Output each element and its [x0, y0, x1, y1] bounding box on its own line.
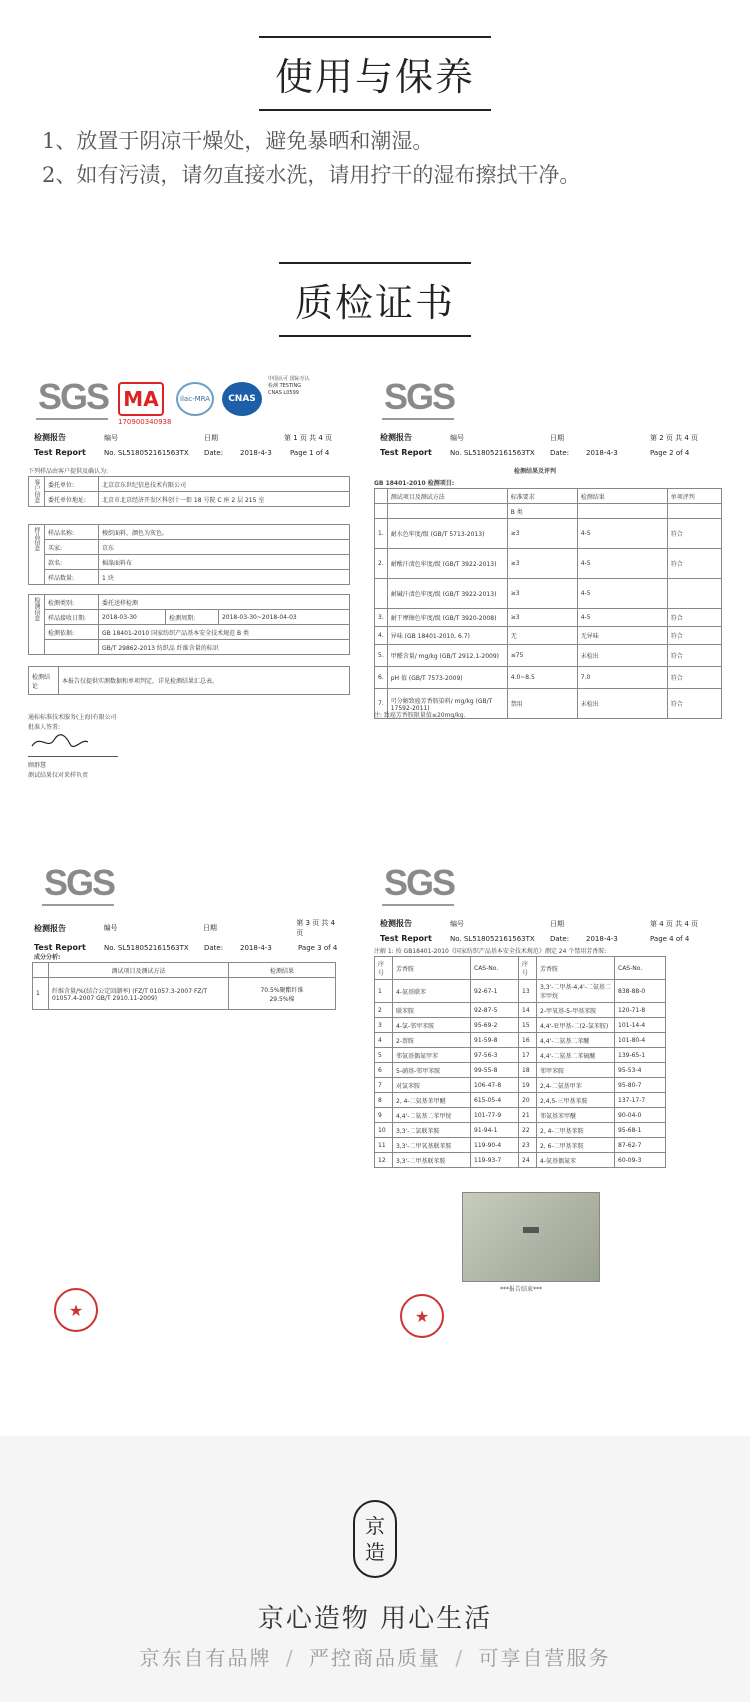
page-cn: 第 2 页 共 4 页 [650, 433, 699, 442]
report-page-1 [28, 360, 350, 780]
cell: 3,3'-二甲基联苯胺 [393, 1153, 471, 1168]
cell: 16 [519, 1033, 537, 1048]
report-cn: 检测报告 [34, 433, 66, 442]
cell: 11 [375, 1138, 393, 1153]
cell: 120-71-8 [615, 1003, 666, 1018]
cell: 139-65-1 [615, 1048, 666, 1063]
report-page-4 [374, 846, 722, 1366]
cell: 15 [519, 1018, 537, 1033]
report-no: No. SL518052161563TX [450, 448, 535, 457]
report-cn: 检测报告 [380, 433, 412, 442]
cell [45, 640, 99, 655]
cell: 5 [375, 1048, 393, 1063]
cell: 可分解致癌芳香胺染料/ mg/kg (GB/T 17592-2011) [387, 689, 507, 719]
cell: 禁用 [507, 689, 577, 719]
cell: 邻甲苯胺 [537, 1063, 615, 1078]
table-row [375, 1108, 666, 1123]
cell: 4,4'-二氨基二苯硫醚 [537, 1048, 615, 1063]
cell: 4-5 [577, 579, 667, 609]
cell: 1 [33, 978, 49, 1010]
cell: 测试项目及测试方法 [49, 963, 229, 978]
cell: 检测结果 [577, 489, 667, 504]
sgs-underline [382, 904, 454, 906]
report-page-3 [28, 846, 350, 1366]
cell: 3 [375, 1018, 393, 1033]
result-line: 29.5%棉 [269, 995, 295, 1003]
report-en: Test Report [380, 448, 432, 457]
cell [667, 579, 721, 609]
separator: / [455, 1646, 465, 1670]
cell: 符合 [667, 667, 721, 689]
date-label: 日期 [204, 433, 218, 442]
cell: 101-14-4 [615, 1018, 666, 1033]
table-row [375, 1063, 666, 1078]
ilac-badge-icon: ilac-MRA [176, 382, 214, 416]
ma-number: 170900340938 [118, 418, 172, 426]
cell: 4-氨基偶氮苯 [537, 1153, 615, 1168]
amine-list-note: 注解 1: 按 GB18401-2010《国家纺织产品基本安全技术规范》测定 24 个禁用芳香胺: [374, 948, 607, 955]
signature-line [28, 756, 118, 757]
cell: 9 [375, 1108, 393, 1123]
cell: 87-62-7 [615, 1138, 666, 1153]
fabric-sample-photo [462, 1192, 600, 1282]
report-header [34, 432, 344, 462]
cell: 7 [375, 1078, 393, 1093]
result-line: 70.5%聚酯纤维 [260, 986, 304, 994]
cell: 2-甲氧基-5-甲基苯胺 [537, 1003, 615, 1018]
cell: GB/T 29862-2013 纺织品 纤维含量的标识 [99, 640, 350, 655]
sgs-underline [42, 904, 114, 906]
cell: 91-59-8 [471, 1033, 519, 1048]
cell: 符合 [667, 549, 721, 579]
label-tag-icon [523, 1227, 539, 1233]
cell: 耐酸汗渍色牢度/级 (GB/T 3922-2013) [387, 549, 507, 579]
cell: 4-5 [577, 609, 667, 627]
cell [387, 504, 507, 519]
report-en: Test Report [34, 448, 86, 457]
report-no: No. SL518052161563TX [104, 448, 189, 457]
cell: 甲醛含量/ mg/kg (GB/T 2912.1-2009) [387, 645, 507, 667]
cell: 95-68-1 [615, 1123, 666, 1138]
cell: 4 [375, 1033, 393, 1048]
conclusion-label: 检测结论 [29, 667, 59, 695]
care-item: 2、如有污渍，请勿直接水洗，请用拧干的湿布擦拭干净。 [42, 163, 581, 187]
cell: 2018-03-30 [99, 610, 166, 625]
cell: 北京市北京经济开发区科创十一街 18 号院 C 座 2 层 215 室 [99, 492, 350, 507]
cell: 4.0~8.5 [507, 667, 577, 689]
cell: 单项评判 [667, 489, 721, 504]
page-cn: 第 3 页 共 4 页 [296, 919, 336, 937]
page-en: Page 4 of 4 [650, 934, 690, 943]
care-title: 使用与保养 [259, 36, 491, 111]
cell [375, 504, 388, 519]
result-note: 测试结果仅对来样负责 [28, 772, 89, 779]
cell: 22 [519, 1123, 537, 1138]
cell: 2. [375, 549, 388, 579]
cell: 10 [375, 1123, 393, 1138]
cell: 序号 [375, 957, 393, 980]
date-en: Date: [204, 448, 224, 457]
cell: 6 [375, 1063, 393, 1078]
cell: ≥3 [507, 519, 577, 549]
logo-char: 造 [365, 1540, 385, 1564]
test-section-label: 检测信息 [29, 595, 45, 655]
cell: CAS-No. [471, 957, 519, 980]
cell [375, 579, 388, 609]
accreditation-note: 中国认可 国际互认 检测 TESTING CNAS L0599 [268, 376, 310, 396]
cell: 委托送样检测 [99, 595, 350, 610]
report-header [34, 918, 344, 957]
cell: 梭织面料，颜色为灰色。 [99, 525, 350, 540]
cell: 615-05-4 [471, 1093, 519, 1108]
report-header [380, 918, 716, 948]
cell: 样品数量: [45, 570, 99, 585]
table-row [375, 1078, 666, 1093]
cell: 无异味 [577, 627, 667, 645]
cell: 3,3'-二甲氧基联苯胺 [393, 1138, 471, 1153]
no-label: 编号 [104, 433, 118, 442]
cell: 20 [519, 1093, 537, 1108]
cell: 对氯苯胺 [393, 1078, 471, 1093]
cell: 5. [375, 645, 388, 667]
cell: 样品名称: [45, 525, 99, 540]
ma-badge-icon: MA [118, 382, 164, 416]
client-section-label: 客户信息 [29, 477, 45, 507]
sub-slogan-item: 京东自有品牌 [139, 1646, 272, 1670]
cell: 3. [375, 609, 388, 627]
cnas-badge-icon: CNAS [222, 382, 262, 416]
cell: 棉涤面料布 [99, 555, 350, 570]
conclusion-text: 本报告仅提供实测数据和单项判定，详见检测结果汇总表。 [59, 667, 350, 695]
table-row [375, 1018, 666, 1033]
cell: 90-04-0 [615, 1108, 666, 1123]
results-table [374, 488, 722, 719]
sub-slogan-item: 可享自营服务 [478, 1646, 611, 1670]
cell: 买家: [45, 540, 99, 555]
cell: 4. [375, 627, 388, 645]
amine-note: 注: 致癌芳香胺限量值≤20mg/kg. [374, 712, 466, 719]
separator: / [285, 1646, 295, 1670]
cell: 芳香胺 [537, 957, 615, 980]
page-en: Page 1 of 4 [290, 448, 330, 457]
table-row [375, 1048, 666, 1063]
cell: B 类 [507, 504, 577, 519]
cell: 委托单位: [45, 477, 99, 492]
report-cn: 检测报告 [34, 923, 66, 933]
cell: 符合 [667, 627, 721, 645]
cell: 3,3'-二甲基-4,4'-二氨基二苯甲烷 [537, 980, 615, 1003]
cell: ≥3 [507, 549, 577, 579]
cell: 91-94-1 [471, 1123, 519, 1138]
cell: 95-69-2 [471, 1018, 519, 1033]
lab-company: 通标标准技术服务(上海)有限公司 [28, 714, 117, 721]
cell: 耐碱汗渍色牢度/级 (GB/T 3922-2013) [387, 579, 507, 609]
care-title-wrap [0, 36, 750, 111]
cell: 106-47-8 [471, 1078, 519, 1093]
composition-heading: 成分分析: [34, 954, 61, 961]
date-value: 2018-4-3 [586, 934, 618, 943]
cell [667, 504, 721, 519]
cell [577, 504, 667, 519]
cell: 99-55-8 [471, 1063, 519, 1078]
cell: 检测依据: [45, 625, 99, 640]
brand-logo-icon [353, 1500, 397, 1578]
cell: 60-09-3 [615, 1153, 666, 1168]
cell: 4-氨基联苯 [393, 980, 471, 1003]
signature-icon [30, 732, 90, 752]
cell: 6. [375, 667, 388, 689]
table-row [375, 980, 666, 1003]
cell: 异味 (GB 18401-2010, 6.7) [387, 627, 507, 645]
cell: 95-80-7 [615, 1078, 666, 1093]
cell: 标准要求 [507, 489, 577, 504]
sgs-underline [382, 418, 454, 420]
sgs-underline [36, 418, 108, 420]
report-no: No. SL518052161563TX [450, 934, 535, 943]
date-value: 2018-4-3 [240, 448, 272, 457]
cell: 4,4'-二氨基二苯醚 [537, 1033, 615, 1048]
cell: 3,3'-二氯联苯胺 [393, 1123, 471, 1138]
cell: 2, 4-二氨基苯甲醚 [393, 1093, 471, 1108]
date-en: Date: [204, 943, 224, 952]
cell: 12 [375, 1153, 393, 1168]
sgs-logo: SGS [38, 376, 109, 417]
fine-print-icon [454, 1292, 664, 1340]
cell [229, 978, 336, 1010]
cell: 1 [375, 980, 393, 1003]
cell: 2,4,5-三甲基苯胺 [537, 1093, 615, 1108]
no-label: 编号 [450, 919, 464, 928]
cell: 7.0 [577, 667, 667, 689]
cell: GB 18401-2010 国家纺织产品基本安全技术规范 B 类 [99, 625, 350, 640]
std-label: GB 18401-2010 检测项目: [374, 480, 455, 487]
page-en: Page 3 of 4 [298, 943, 338, 952]
cell: 符合 [667, 645, 721, 667]
report-no: No. SL518052161563TX [104, 943, 189, 952]
cell: 95-53-4 [615, 1063, 666, 1078]
amine-table [374, 956, 666, 1168]
cell [33, 963, 49, 978]
cell: CAS-No. [615, 957, 666, 980]
table-row [375, 1003, 666, 1018]
cell: pH 值 (GB/T 7573-2009) [387, 667, 507, 689]
cert-title-wrap [0, 262, 750, 337]
cell: 符合 [667, 519, 721, 549]
cell: 京东 [99, 540, 350, 555]
table-row [375, 1033, 666, 1048]
cell: 4-氯-邻甲苯胺 [393, 1018, 471, 1033]
brand-slogan: 京心造物 用心生活 [257, 1604, 493, 1634]
cell: 符合 [667, 609, 721, 627]
report-page-2 [374, 360, 722, 780]
sub-slogan-item: 严控商品质量 [309, 1646, 441, 1670]
cell: 检测周期: [166, 610, 219, 625]
sample-table [28, 524, 350, 585]
cell: 2, 6-二甲基苯胺 [537, 1138, 615, 1153]
cell: 4-5 [577, 549, 667, 579]
cell: 4-5 [577, 519, 667, 549]
cell: 13 [519, 980, 537, 1003]
cell: 92-87-5 [471, 1003, 519, 1018]
cell: 未检出 [577, 645, 667, 667]
cell: 18 [519, 1063, 537, 1078]
cell: 未检出 [577, 689, 667, 719]
cell [375, 489, 388, 504]
care-list [42, 124, 580, 192]
cell: 纤维含量/%(结合公定回潮率) (FZ/T 01057.3-2007 FZ/T 01057.4-2007 GB/T 2910.11-2009) [49, 978, 229, 1010]
sgs-stamp-icon: ★ [54, 1288, 98, 1332]
cell: 检测类别: [45, 595, 99, 610]
fine-print-icon [108, 1286, 318, 1334]
cell: 5-硝基-邻甲苯胺 [393, 1063, 471, 1078]
table-row [375, 1138, 666, 1153]
cell: 款名: [45, 555, 99, 570]
cell: 1 块 [99, 570, 350, 585]
sign-label: 批准人签署: [28, 724, 61, 731]
report-header [380, 432, 716, 462]
care-item: 1、放置于阴凉干燥处，避免暴晒和潮湿。 [42, 129, 434, 153]
cell: ≥3 [507, 609, 577, 627]
cell: 样品接收日期: [45, 610, 99, 625]
cell: 邻氨基偶氮甲苯 [393, 1048, 471, 1063]
brand-sub-slogan [0, 1642, 750, 1671]
sample-section-label: 样品信息 [29, 525, 45, 585]
cell: 101-80-4 [615, 1033, 666, 1048]
sgs-logo: SGS [384, 862, 455, 903]
cell: 委托单位地址: [45, 492, 99, 507]
page-en: Page 2 of 4 [650, 448, 690, 457]
cell: 8 [375, 1093, 393, 1108]
report-en: Test Report [380, 934, 432, 943]
date-label: 日期 [550, 919, 564, 928]
cell: 119-93-7 [471, 1153, 519, 1168]
table-row [375, 1153, 666, 1168]
results-heading: 检测结果及评判 [514, 468, 557, 475]
cell: 序号 [519, 957, 537, 980]
report-end: ***报告结束*** [500, 1286, 543, 1293]
cell: 7. [375, 689, 388, 719]
cell: 92-67-1 [471, 980, 519, 1003]
cell: 2, 4-二甲基苯胺 [537, 1123, 615, 1138]
page-cn: 第 4 页 共 4 页 [650, 919, 699, 928]
cell: 2018-03-30~2018-04-03 [218, 610, 349, 625]
cell: 17 [519, 1048, 537, 1063]
sample-intro: 下列样品由客户提供及确认为: [28, 468, 109, 475]
cell: 119-90-4 [471, 1138, 519, 1153]
conclusion-table [28, 666, 350, 695]
cell: 24 [519, 1153, 537, 1168]
sgs-logo: SGS [384, 376, 455, 417]
cell: 137-17-7 [615, 1093, 666, 1108]
cell: 北京京东世纪信息技术有限公司 [99, 477, 350, 492]
cell: 97-56-3 [471, 1048, 519, 1063]
composition-table [32, 962, 336, 1010]
sgs-logo: SGS [44, 862, 115, 903]
signer-name: 顾群慧 [28, 762, 47, 769]
date-en: Date: [550, 934, 570, 943]
cell: 2,4-二氨基甲苯 [537, 1078, 615, 1093]
date-label: 日期 [550, 433, 564, 442]
cell: 23 [519, 1138, 537, 1153]
cell: 4,4'-二氨基二苯甲烷 [393, 1108, 471, 1123]
cell: 耐水色牢度/级 (GB/T 5713-2013) [387, 519, 507, 549]
cell: ≥3 [507, 579, 577, 609]
table-row [375, 1123, 666, 1138]
cell: 4,4'-亚甲基-二(2-氯苯胺) [537, 1018, 615, 1033]
cell: 测试项目及测试方法 [387, 489, 507, 504]
page-cn: 第 1 页 共 4 页 [284, 433, 333, 442]
sgs-stamp-icon: ★ [400, 1294, 444, 1338]
report-cn: 检测报告 [380, 919, 412, 928]
cell: 19 [519, 1078, 537, 1093]
cell: 14 [519, 1003, 537, 1018]
cell: 1. [375, 519, 388, 549]
date-value: 2018-4-3 [240, 943, 272, 952]
cell: ≤75 [507, 645, 577, 667]
cell: 21 [519, 1108, 537, 1123]
cert-title: 质检证书 [279, 262, 471, 337]
report-en: Test Report [34, 943, 86, 952]
no-label: 编号 [450, 433, 464, 442]
date-en: Date: [550, 448, 570, 457]
cell: 101-77-9 [471, 1108, 519, 1123]
cell: 2 [375, 1003, 393, 1018]
cell: 邻氨基苯甲醚 [537, 1108, 615, 1123]
cell: 2-萘胺 [393, 1033, 471, 1048]
test-table [28, 594, 350, 655]
date-label: 日期 [202, 924, 217, 932]
cell: 芳香胺 [393, 957, 471, 980]
client-table [28, 476, 350, 507]
cell: 耐干摩擦色牢度/级 (GB/T 3920-2008) [387, 609, 507, 627]
cell: 联苯胺 [393, 1003, 471, 1018]
cell: 检测结果 [229, 963, 336, 978]
cell: 838-88-0 [615, 980, 666, 1003]
no-label: 编号 [103, 924, 118, 932]
cell: 符合 [667, 689, 721, 719]
table-row [375, 1093, 666, 1108]
logo-char: 京 [365, 1514, 385, 1538]
date-value: 2018-4-3 [586, 448, 618, 457]
cell: 无 [507, 627, 577, 645]
